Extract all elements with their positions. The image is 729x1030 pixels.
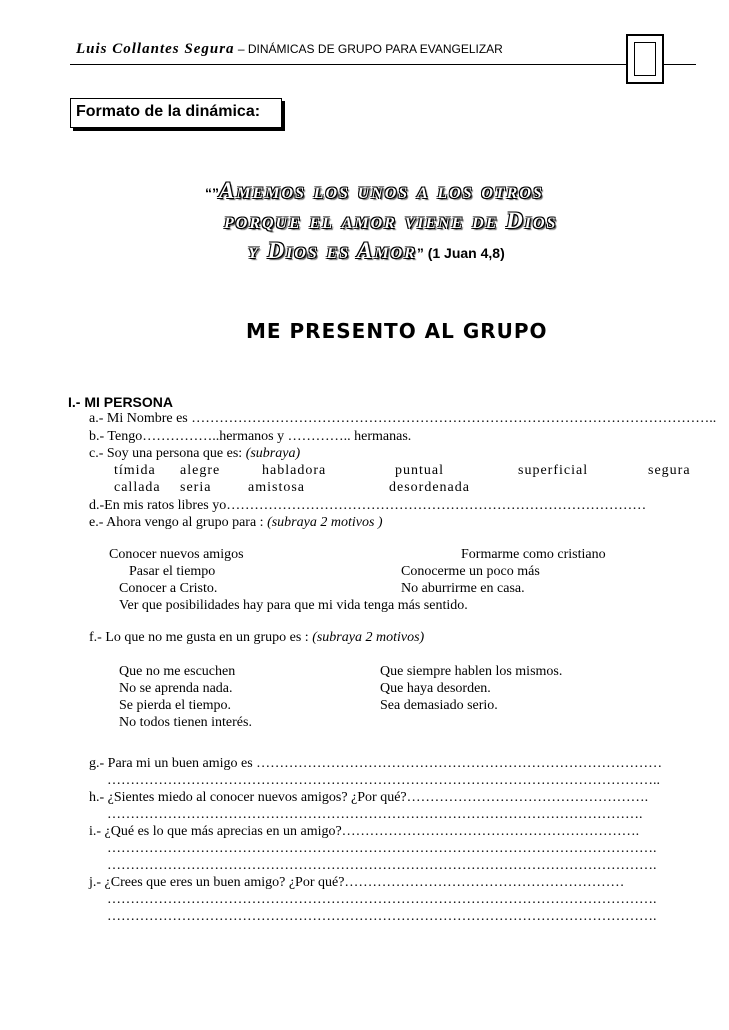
item-e-hint: (subraya 2 motivos ) <box>267 515 383 530</box>
trait-superficial[interactable]: superficial <box>518 463 589 478</box>
item-f-text: f.- Lo que no me gusta en un grupo es : <box>89 630 313 645</box>
header-rule <box>70 64 696 65</box>
section-number: I. <box>68 394 76 410</box>
item-d-free-time: d.-En mis ratos libres yo……………………………………………………………………………… <box>89 498 647 513</box>
item-e-text: e.- Ahora vengo al grupo para : <box>89 515 268 530</box>
item-b-siblings: b.- Tengo……………..hermanos y ………….. hermanas. <box>89 429 412 444</box>
corner-box-inner <box>634 42 656 76</box>
item-j-good-friend-self: j.- ¿Crees que eres un buen amigo? ¿Por qué?…………………………………………………… <box>89 875 625 890</box>
quote-close-mark: ” <box>416 245 424 261</box>
trait-seria[interactable]: seria <box>180 480 212 495</box>
motive-no-aburrirme[interactable]: No aburrirme en casa. <box>401 581 525 596</box>
item-i-appreciate: i.- ¿Qué es lo que más aprecias en un amigo?………………………………………………………. <box>89 824 640 839</box>
item-i-answer-line-1[interactable]: ………………………………………………………………………………………………………. <box>107 841 657 856</box>
item-f-dislikes <box>89 630 424 646</box>
item-c-person <box>89 446 300 462</box>
corner-box <box>626 34 664 84</box>
section-title: - MI PERSONA <box>75 394 174 410</box>
motive-pasar-tiempo[interactable]: Pasar el tiempo <box>129 564 216 579</box>
item-h-answer-line[interactable]: ……………………………………………………………………………………………………. <box>107 807 643 822</box>
item-h-fear: h.- ¿Sientes miedo al conocer nuevos amigos? ¿Por qué?……………………………………………. <box>89 790 649 805</box>
quote-text-3: y Dios es Amor <box>248 238 417 263</box>
item-a-name: a.- Mi Nombre es ………………………………………………………………………………………………….. <box>89 411 717 426</box>
header-author: Luis Collantes Segura <box>76 41 235 57</box>
motive-formarme[interactable]: Formarme como cristiano <box>461 547 606 562</box>
dislike-no-escuchen[interactable]: Que no me escuchen <box>119 664 236 679</box>
dislike-pierda-tiempo[interactable]: Se pierda el tiempo. <box>119 698 231 713</box>
trait-callada[interactable]: callada <box>114 480 161 495</box>
trait-puntual[interactable]: puntual <box>395 463 444 478</box>
format-box <box>70 98 282 128</box>
trait-desordenada[interactable]: desordenada <box>389 480 470 495</box>
quote-reference: (1 Juan 4,8) <box>423 245 505 261</box>
item-i-answer-line-2[interactable]: ………………………………………………………………………………………………………. <box>107 858 657 873</box>
quote-text-1: Amemos los unos a los otros <box>219 178 544 203</box>
item-c-hint: (subraya) <box>245 446 301 461</box>
quote-open-marks: “” <box>205 185 219 201</box>
dislike-hablen-mismos[interactable]: Que siempre hablen los mismos. <box>380 664 563 679</box>
dislike-desorden[interactable]: Que haya desorden. <box>380 681 491 696</box>
page-header <box>76 40 503 58</box>
trait-timida[interactable]: tímida <box>114 463 156 478</box>
quote-line-2 <box>224 208 557 234</box>
section-heading <box>68 394 173 412</box>
header-separator: – <box>234 42 248 56</box>
item-g-answer-line[interactable]: ……………………………………………………………………………………………………….. <box>107 773 660 788</box>
header-title: DINÁMICAS DE GRUPO PARA EVANGELIZAR <box>247 42 503 56</box>
motive-conocer-cristo[interactable]: Conocer a Cristo. <box>119 581 218 596</box>
item-j-answer-line-1[interactable]: ………………………………………………………………………………………………………. <box>107 892 657 907</box>
dislike-no-interes[interactable]: No todos tienen interés. <box>119 715 252 730</box>
page-title: ME PRESENTO AL GRUPO <box>246 319 548 343</box>
quote-line-3 <box>248 238 505 264</box>
trait-habladora[interactable]: habladora <box>262 463 327 478</box>
trait-amistosa[interactable]: amistosa <box>248 480 305 495</box>
dislike-no-aprenda[interactable]: No se aprenda nada. <box>119 681 233 696</box>
item-e-reason <box>89 515 383 531</box>
trait-alegre[interactable]: alegre <box>180 463 221 478</box>
format-label: Formato de la dinámica: <box>76 103 261 120</box>
dislike-serio[interactable]: Sea demasiado serio. <box>380 698 498 713</box>
motive-conocerme[interactable]: Conocerme un poco más <box>401 564 540 579</box>
quote-line-1 <box>205 178 544 204</box>
item-g-good-friend: g.- Para mi un buen amigo es …………………………………………………………………………… <box>89 756 663 771</box>
item-c-text: c.- Soy una persona que es: <box>89 446 246 461</box>
item-j-answer-line-2[interactable]: ………………………………………………………………………………………………………. <box>107 909 657 924</box>
motive-conocer-amigos[interactable]: Conocer nuevos amigos <box>109 547 244 562</box>
quote-text-2: porque el amor viene de Dios <box>224 208 558 233</box>
item-f-hint: (subraya 2 motivos) <box>312 630 425 645</box>
motive-ver-posibilidades[interactable]: Ver que posibilidades hay para que mi vida tenga más sentido. <box>119 598 468 613</box>
trait-segura[interactable]: segura <box>648 463 691 478</box>
